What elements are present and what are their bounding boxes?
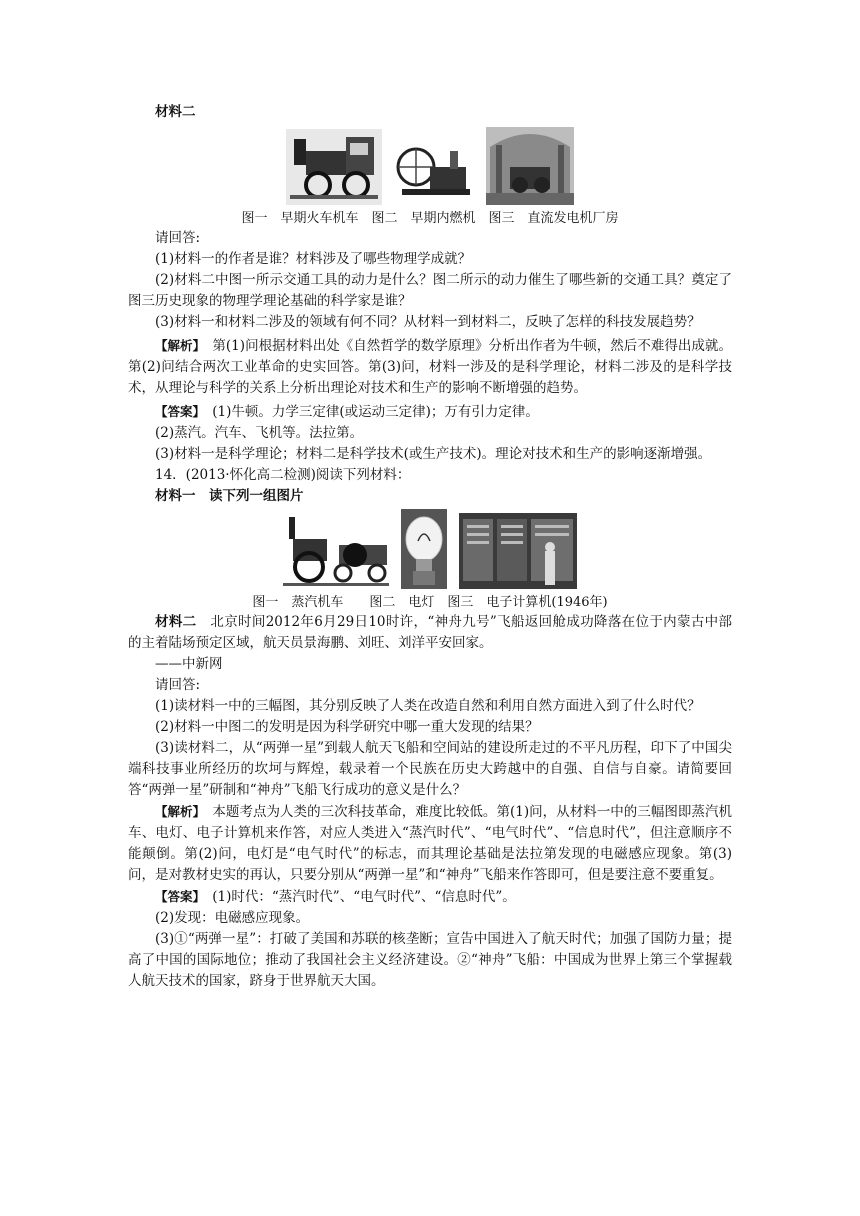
figure-row-1 bbox=[128, 127, 732, 205]
figure-caption-1: 图一 早期火车机车 图二 早期内燃机 图三 直流发电机厂房 bbox=[241, 211, 619, 226]
analysis-tag: 【解析】 bbox=[155, 338, 199, 353]
material2-label-2: 材料二 bbox=[155, 614, 197, 630]
answer-block bbox=[128, 401, 732, 423]
material2-text: 北京时间2012年6月29日10时许，“神舟九号”飞船返回舱成功降落在位于内蒙古中部的主着陆场预定区域，航天员景海鹏、刘旺、刘洋平安回家。 bbox=[128, 614, 733, 651]
answer-2-1: (1)时代：“蒸汽时代”、“电气时代”、“信息时代”。 bbox=[212, 889, 516, 905]
figure-caption-2: 图一 蒸汽机车 图二 电灯 图三 电子计算机(1946年) bbox=[252, 595, 608, 610]
answer-tag-2: 【答案】 bbox=[155, 889, 199, 904]
ask-label-2: 请回答: bbox=[155, 677, 201, 693]
question-2-3: (3)读材料二，从“两弹一星”到载人航天飞船和空间站的建设所走过的不平凡历程，印下了中国尖端科技事业所经历的坎坷与辉煌，载录着一个民族在历史大跨越中的自强、自信与自豪。请简要回答“两弹一星”研制和“神舟”飞船飞行成功的意义是什么？ bbox=[128, 740, 732, 798]
answer-block-2 bbox=[128, 886, 732, 908]
material2-block bbox=[128, 612, 732, 654]
question-1: (1)材料一的作者是谁？材料涉及了哪些物理学成就？ bbox=[155, 251, 472, 267]
document-page bbox=[128, 100, 732, 992]
source-line: ——中新网 bbox=[155, 656, 223, 672]
analysis-text: 第(1)问根据材料出处《自然哲学的数学原理》分析出作者为牛顿，然后不难得出成就。第(2)问结合两次工业革命的史实回答。第(3)问，材料一涉及的是科学理论，材料二涉及的是科学技术，从理论与科学的关系上分析出理论对技术和生产的影响不断增强的趋势。 bbox=[128, 338, 732, 396]
question-3: (3)材料一和材料二涉及的领域有何不同？从材料一到材料二，反映了怎样的科技发展趋势？ bbox=[155, 314, 701, 330]
question-2-1: (1)读材料一中的三幅图，其分别反映了人类在改造自然和利用自然方面进入到了什么时代？ bbox=[155, 698, 701, 714]
computer-image bbox=[459, 513, 577, 589]
question-2: (2)材料二中图一所示交通工具的动力是什么？图二所示的动力催生了哪些新的交通工具？奠定了图三历史现象的物理学理论基础的科学家是谁？ bbox=[128, 272, 732, 309]
answer-2-2: (2)发现：电磁感应现象。 bbox=[155, 910, 310, 926]
question-2-2: (2)材料一中图二的发明是因为科学研究中哪一重大发现的结果？ bbox=[155, 719, 539, 735]
answer-1: (1)牛顿。力学三定律(或运动三定律)；万有引力定律。 bbox=[212, 404, 539, 420]
early-engine-image bbox=[394, 141, 474, 205]
ask-label: 请回答: bbox=[155, 230, 201, 246]
analysis-block bbox=[128, 335, 732, 399]
material1-label: 材料一 读下列一组图片 bbox=[155, 488, 304, 504]
electric-lamp-image bbox=[401, 509, 447, 589]
material2-label: 材料二 bbox=[155, 104, 196, 120]
steam-locomotive-image bbox=[283, 513, 389, 589]
figure-row-2 bbox=[128, 509, 732, 589]
answer-2-3: (3)①“两弹一星”：打破了美国和苏联的核垄断；宣告中国进入了航天时代；加强了国防力量；提高了中国的国际地位；推动了我国社会主义经济建设。②“神舟”飞船：中国成为世界上第三个掌握载人航天技术的国家，跻身于世界航天大国。 bbox=[128, 931, 732, 989]
answer-3: (3)材料一是科学理论；材料二是科学技术(或生产技术)。理论对技术和生产的影响逐渐增强。 bbox=[155, 446, 712, 462]
answer-tag: 【答案】 bbox=[155, 404, 199, 419]
early-locomotive-image bbox=[286, 129, 382, 205]
analysis-block-2 bbox=[128, 801, 732, 886]
power-plant-image bbox=[486, 127, 574, 205]
analysis-tag-2: 【解析】 bbox=[155, 804, 199, 819]
analysis-text-2: 本题考点为人类的三次科技革命，难度比较低。第(1)问，从材料一中的三幅图即蒸汽机车、电灯、电子计算机来作答，对应人类进入“蒸汽时代”、“电气时代”、“信息时代”，但注意顺序不能颠倒。第(2)问，电灯是“电气时代”的标志，而其理论基础是法拉第发现的电磁感应现象。第(3)问，是对教材史实的再认，只要分别从“两弹一星”和“神舟”飞船来作答即可，但是要注意不要重复。 bbox=[128, 804, 732, 883]
question-14-header: 14．(2013·怀化高二检测)阅读下列材料： bbox=[155, 467, 411, 483]
answer-2: (2)蒸汽。汽车、飞机等。法拉第。 bbox=[155, 425, 364, 441]
